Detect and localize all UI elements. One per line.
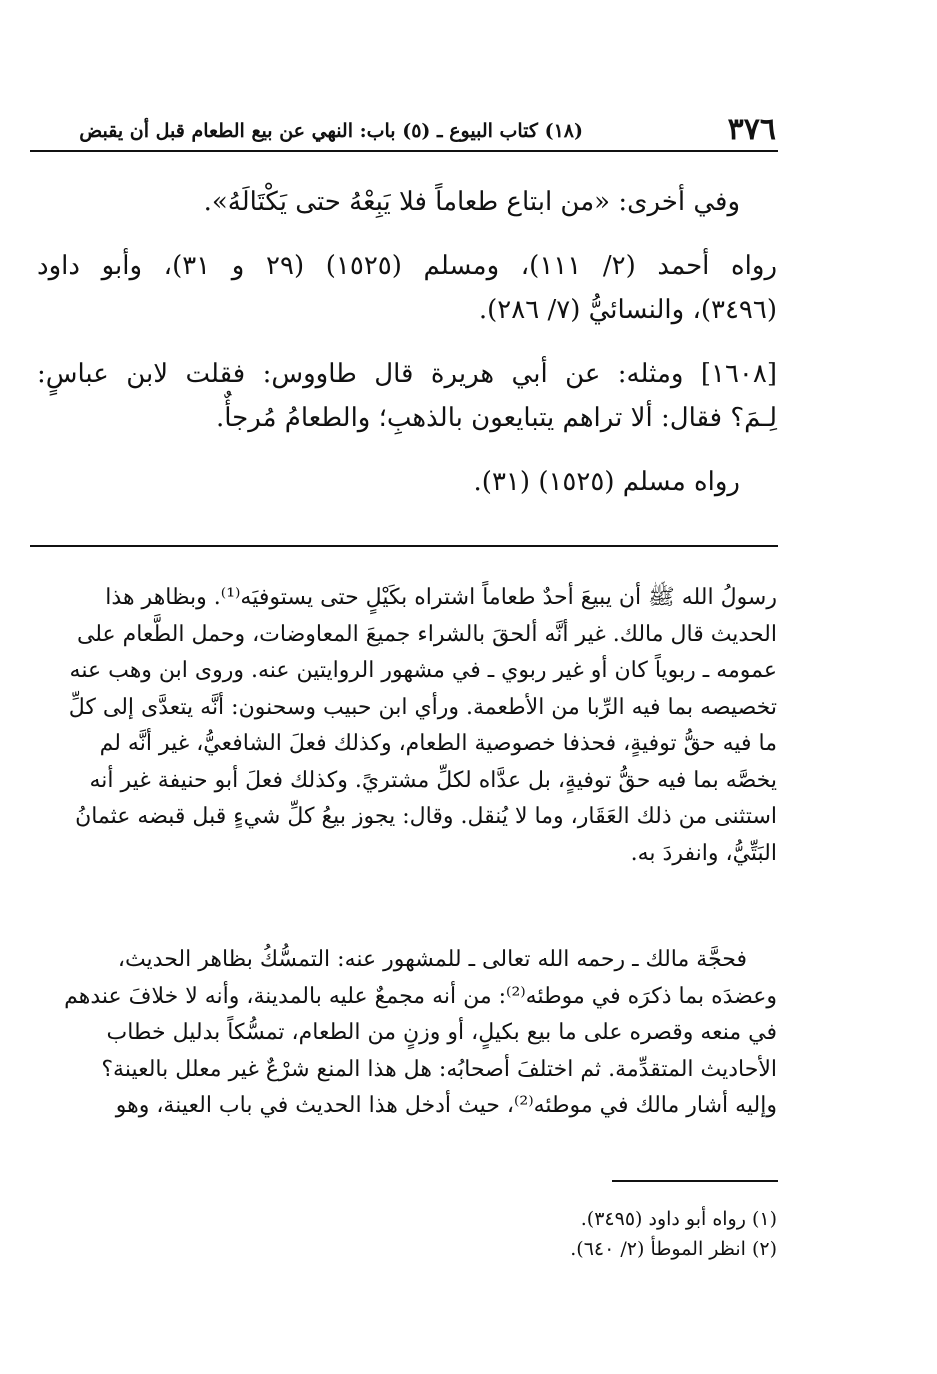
hadith-1608-source xyxy=(240,460,740,504)
text-line: البَتِّيُّ، وانفردَ به. xyxy=(630,840,777,866)
section-divider xyxy=(30,545,778,547)
text-line: يخصَّه بما فيه حقُّ توفيةٍ، بل عدَّاه لكلِّ مشتريً. وكذلك فعلَ أبو حنيفة غير أنه xyxy=(89,767,777,793)
text-line: [١٦٠٨] ومثله: عن أبي هريرة قال طاووس: فقلت لابن عباسٍ: xyxy=(37,359,777,389)
text-line: الحديث قال مالك. غير أنَّه ألحقَ بالشراء جميعَ المعاوضات، وحمل الطَّعام على xyxy=(76,621,777,647)
footnote-divider xyxy=(612,1180,778,1182)
commentary-paragraph-2 xyxy=(37,942,777,1125)
text-line: (٣٤٩٦)، والنسائيُّ (٧/ ٢٨٦). xyxy=(478,295,777,325)
page-number: ٣٧٦ xyxy=(727,112,776,147)
page-header xyxy=(30,112,778,152)
footnote-1: (١) رواه أبو داود (٣٤٩٥). xyxy=(580,1208,777,1230)
footnote-2: (٢) انظر الموطأ (٢/ ٦٤٠). xyxy=(570,1238,777,1260)
text-line: في منعه وقصره على ما بيع بكيلٍ، أو وزنٍ من الطعام، تمسُّكاً بدليل خطاب xyxy=(106,1020,777,1045)
hadith-source-paragraph xyxy=(37,244,777,332)
text-line: الأحاديث المتقدِّمة. ثم اختلفَ أصحابُه: هل هذا المنع شرْعٌ غير معلل بالعينة؟ xyxy=(101,1056,777,1082)
footnotes xyxy=(377,1204,777,1264)
text-line: لِـمَ؟ فقال: ألا تراهم يتبايعون بالذهبِ؛ والطعامُ مُرجأٌ. xyxy=(215,403,777,433)
hadith-variant-paragraph xyxy=(180,180,740,224)
text-line: ما فيه حقُّ توفيةٍ، فحذفا خصوصية الطعام، وكذلك فعلَ الشافعيُّ، غير أنَّه لم xyxy=(99,731,777,756)
hadith-1608-paragraph xyxy=(37,352,777,440)
text-line: رواه مسلم (١٥٢٥) (٣١). xyxy=(473,467,740,497)
text-line: وإليه أشار مالك في موطئه⁽²⁾، حيث أدخل هذا الحديث في باب العينة، وهو xyxy=(115,1093,777,1118)
running-head: (١٨) كتاب البيوع ـ (٥) باب: النهي عن بيع الطعام قبل أن يقبض xyxy=(79,120,583,142)
text-line: رسولُ الله ﷺ أن يبيعَ أحدٌ طعاماً اشتراه بكَيْلٍ حتى يستوفيَه⁽¹⁾. وبظاهر هذا xyxy=(105,585,777,610)
text-line: تخصيصه بما فيه الرِّبا من الأطعمة. ورأي ابن حبيب وسحنون: أنَّه يتعدَّى إلى كلِّ xyxy=(68,694,777,720)
text-line: وعضدَه بما ذكرَه في موطئه⁽²⁾: من أنه مجمعٌ عليه بالمدينة، وأنه لا خلافَ عندهم xyxy=(64,983,777,1009)
commentary-paragraph-1 xyxy=(37,580,777,872)
text-line: وفي أخرى: «من ابتاع طعاماً فلا يَبِعْهُ حتى يَكْتَالَهُ». xyxy=(203,187,740,217)
text-line: عمومه ـ ربوياً كان أو غير ربوي ـ في مشهور الروايتين عنه. وروى ابن وهب عنه xyxy=(69,658,777,683)
text-line: فحجَّة مالك ـ رحمه الله تعالى ـ للمشهور عنه: التمسُّكُ بظاهر الحديث، xyxy=(117,947,747,972)
text-line: رواه أحمد (٢/ ١١١)، ومسلم (١٥٢٥) (٢٩ و ٣١)، وأبو داود xyxy=(37,251,777,281)
text-line: استثنى من ذلك العَقَار، وما لا يُنقل. وقال: يجوز بيعُ كلِّ شيءٍ قبل قبضه عثمانُ xyxy=(75,804,777,829)
